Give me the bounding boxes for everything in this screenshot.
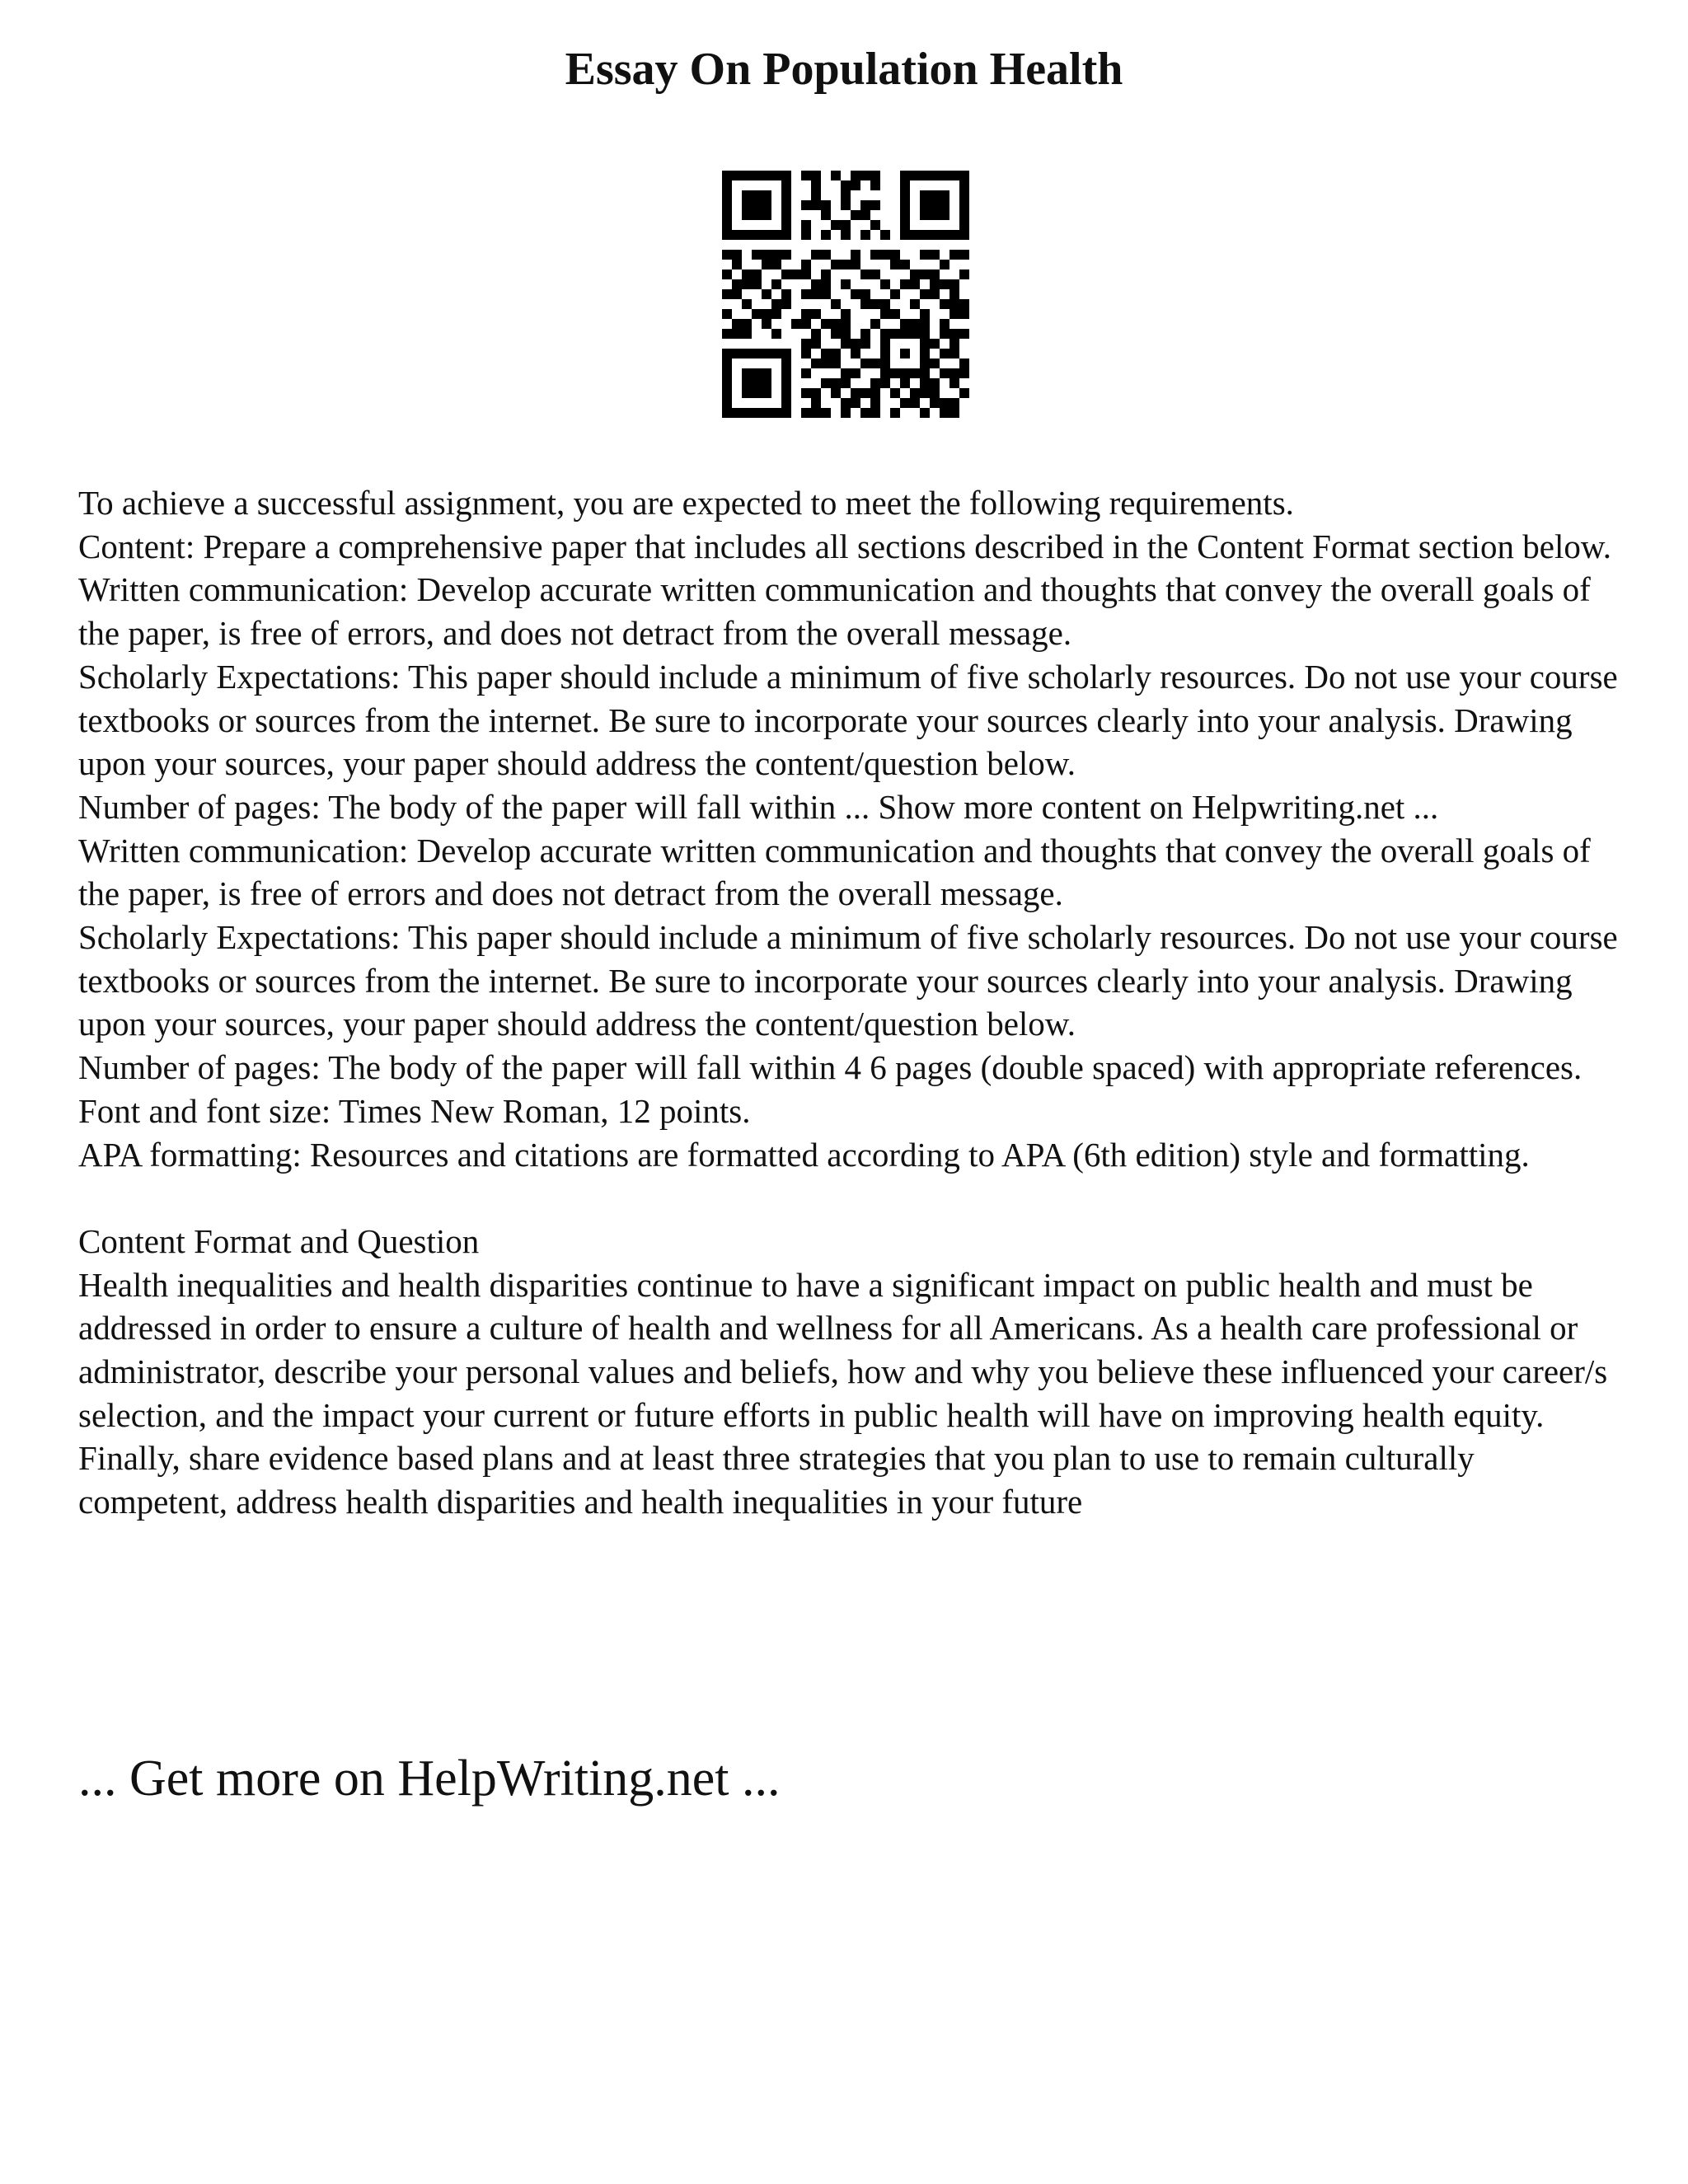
paragraph-number-of-pages: Number of pages: The body of the paper will fall within 4 6 pages (double spaced) with appropriate references. bbox=[78, 1048, 1582, 1087]
paragraph-spacer bbox=[78, 1176, 1628, 1220]
paragraph-scholarly-expectations-repeat: Scholarly Expectations: This paper should include a minimum of five scholarly resources. Do not use your course textbooks or sources from the internet. Be sure to incorporate your sources clearly into your analysis. Drawing upon your sources, your paper should address the content/question below. bbox=[78, 918, 1618, 1043]
paragraph-content: Content: Prepare a comprehensive paper that includes all sections described in the Content Format section below. bbox=[78, 527, 1612, 565]
section-heading: Content Format and Question bbox=[78, 1221, 480, 1260]
document-body bbox=[78, 481, 1628, 1524]
paragraph-scholarly-expectations: Scholarly Expectations: This paper should include a minimum of five scholarly resources. Do not use your course textbooks or sources from the internet. Be sure to incorporate your sources clearly into your analysis. Drawing upon your sources, your paper should address the content/question below. bbox=[78, 657, 1618, 783]
paragraph-written-communication-repeat: Written communication: Develop accurate written communication and thoughts that convey the overall goals of the paper, is free of errors and does not detract from the overall message. bbox=[78, 831, 1591, 913]
qr-code-graphic bbox=[722, 171, 969, 418]
get-more-link[interactable]: ... Get more on HelpWriting.net ... bbox=[78, 1750, 781, 1807]
qr-code-icon bbox=[722, 171, 969, 418]
section-text: Health inequalities and health disparities continue to have a significant impact on public health and must be addressed in order to ensure a culture of health and wellness for all Americans. As a health care professional or administrator, describe your personal values and beliefs, how and why you believe these influenced your career/s selection, and the impact your current or future efforts in public health will have on improving health equity. Finally, share evidence based plans and at least three strategies that you plan to use to remain culturally competent, address health disparities and health inequalities in your future bbox=[78, 1265, 1608, 1521]
paragraph-intro: To achieve a successful assignment, you are expected to meet the following requirements. bbox=[78, 484, 1294, 522]
paragraph-font: Font and font size: Times New Roman, 12 points. bbox=[78, 1091, 751, 1130]
paragraph-written-communication: Written communication: Develop accurate written communication and thoughts that convey the overall goals of the paper, is free of errors, and does not detract from the overall message. bbox=[78, 570, 1591, 653]
paragraph-number-of-pages-preview: Number of pages: The body of the paper will fall within ... Show more content on Helpwriting.net ... bbox=[78, 787, 1439, 826]
paragraph-apa-formatting: APA formatting: Resources and citations are formatted according to APA (6th edition) style and formatting. bbox=[78, 1135, 1530, 1174]
page-title: Essay On Population Health bbox=[565, 44, 1123, 95]
